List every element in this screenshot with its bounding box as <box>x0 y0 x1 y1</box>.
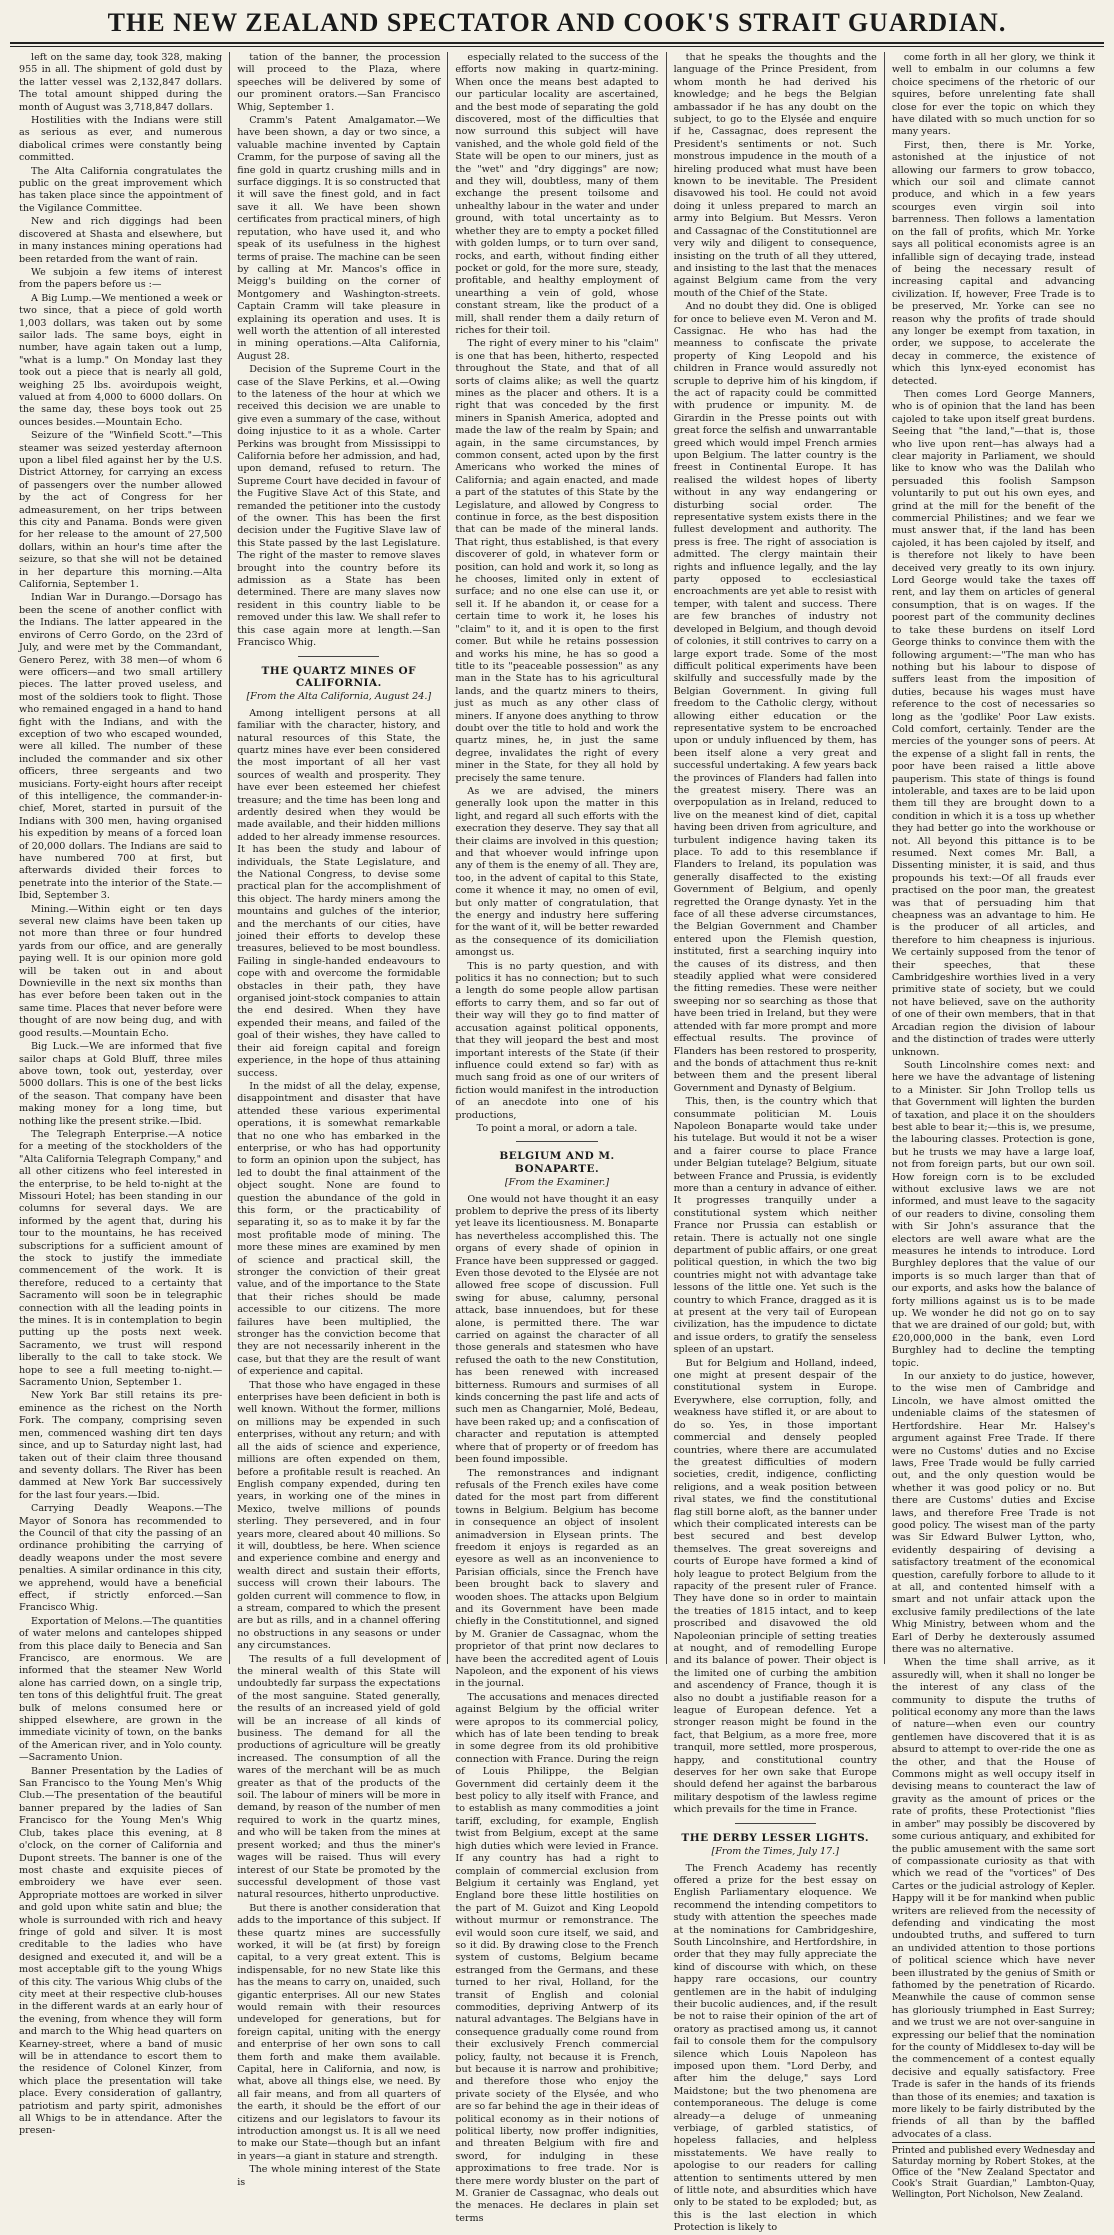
paragraph: left on the same day, took 328, making 955 in all. The shipment of gold dust by the latter vessel was 2,132,847 dollars. The total amount shipped during the month of August was 3,718,847 dollars. <box>19 52 223 113</box>
paragraph: especially related to the success of the efforts now making in quartz-mining. When once the means best adapted to our particular locality are ascertained, and the best mode of separating the gold discovered, most of the difficulties that now surround this subject will have vanished, and the whole gold field of the State will be open to our miners, just as the "wet" and "dry diggings" are now; and they will, doubtless, many of them exchange the present toilsome and unhealthy labour in the water and under ground, with total uncertainty as to whether they are to empty a pocket filled with golden lumps, or to turn over sand, rocks, and earth, without finding either pocket or gold, for the more sure, steady, profitable, and healthy employment of unearthing a vein of gold, whose constant stream, like the product of a mill, shall render them a daily return of riches for their toil. <box>455 52 659 336</box>
paragraph: First, then, there is Mr. Yorke, astonished at the injustice of not allowing our farmers to grow tobacco, which our soil and climate cannot produce, and which in a few years scourges even virgin soil into barrenness. Then follows a lamentation on the fall of profits, which Mr. Yorke says all political economists agree is an infallible sign of decaying trade, instead of being the necessary result of increasing capital and advancing civilization. If, however, Free Trade is to be preserved, Mr. Yorke can see no reason why the profits of trade should any longer be exempt from taxation, in order, we suppose, to accelerate the decay in commerce, the existence of which this lynx-eyed economist has detected. <box>891 139 1096 387</box>
paragraph: When the time shall arrive, as it assuredly will, when it shall no longer be the interest of any class of the community to dispute the truths of political economy any more than the laws of nature—when even our country gentlemen have discovered that it is as absurd to attempt to over-ride the one as the other, and that the House of Commons might as well occupy itself in devising means to counteract the law of gravity as the amount of prices or the rate of profits, these Protectionist "flies in amber" may possibly be discovered by some curious antiquary, and exhibited for the public amusement with the same sort of compassionate curiosity as that with which we read of the "vortices" of Des Cartes or the judicial astrology of Kepler. Happy will it be for mankind when public writers are relieved from the necessity of defending and vindicating the most undoubted truths, and suffered to turn an undivided attention to those portions of political science which have never been illustrated by the genius of Smith or fathomed by the penetration of Ricardo. Meanwhile the cause of common sense has gloriously triumphed in East Surrey; and we trust we are not over-sanguine in expressing our belief that the nomination for the county of Middlesex to-day will be the commencement of a contest equally decisive and equally satisfactory. Free Trade is safer in the hands of its friends than those of its enemies; and taxation is more likely to be fairly distributed by the friends of all than by the baffled advocates of a class. <box>891 1657 1096 2140</box>
paragraph: The Alta California congratulates the public on the great improvement which has taken place since the appointment of the Vigilance Committee. <box>19 165 223 214</box>
paragraph: And no doubt they did. One is obliged for once to believe even M. Veron and M. Cassignac. He who has had the meanness to confiscate the private property of King Leopold and his children in France would assuredly not scruple to deprive him of his kingdom, if the act of rapacity could be committed with prudence or impunity. M. de Girardin in the Presse points out with great force the selfish and unwarrantable greed which would impel French armies upon Belgium. The latter country is the freest in Continental Europe. It has realised the wildest hopes of liberty without in any way endangering or disturbing social order. The representative system exists there in the fullest development and authority. The press is free. The right of association is admitted. The clergy maintain their rights and influence legally, and the lay party opposed to ecclesiastical encroachments are yet able to resist with temper, with talent and success. There are few branches of industry not developed in Belgium, and though devoid of colonies, it still contrives to carry on a large export trade. Some of the most difficult political experiments have been skilfully and successfully made by the Belgian Government. In giving full freedom to the Catholic clergy, without allowing either education or the representative system to be encroached upon or unduly influenced by them, has been itself alone a very great and successful undertaking. A few years back the provinces of Flanders had fallen into the greatest misery. There was an overpopulation as in Ireland, reduced to live on the meanest kind of diet, capital having been driven from agriculture, and turbulent indigence having taken its place. To add to this resemblance if Flanders to Ireland, its population was generally disaffected to the existing Government of Belgium, and openly regretted the Orange dynasty. Yet in the face of all these adverse circumstances, the Belgian Government and Chamber entered upon the Flemish question, instituted, first a searching inquiry into the causes of its distress, and then steadily applied what were considered the fitting remedies. These were neither sweeping nor so searching as those that have been tried in Ireland, but they were attended with far more prompt and more effectual results. The province of Flanders has been restored to prosperity, and the bonds of attachment thus re-knit between them and the present liberal Government and Dynasty of Belgium. <box>673 301 877 1094</box>
paragraph: This, then, is the country which that consummate politician M. Louis Napoleon Bonaparte would take under his tutelage. But would it not be a wiser and a fairer course to place France under Belgian tutelage? Belgium, situate between France and Prussia, is evidently more than a century in advance of either. It progresses tranquilly under a constitutional system which neither France nor Prussia can establish or retain. There is actually not one single department of public affairs, or one great political question, in which the two big countries might not with advantage take lessons of the little one. Yet such is the country to which France, dragged as it is at present at the very tail of European civilization, has the impudence to dictate and issue orders, to gratify the senseless spleen of an upstart. <box>673 1096 877 1356</box>
paragraph: Then comes Lord George Manners, who is of opinion that the land has been cajoled to take upon itself great burdens. Seeing that "the land,"—that is, those who live upon rent—has always had a clear majority in Parliament, we should like to know who was the Dalilah who persuaded this foolish Sampson voluntarily to put out his own eyes, and grind at the mill for the benefit of the commercial Philistines; and we fear we must answer that, if the land has been cajoled, it has been cajoled by itself, and is therefore not likely to have been deceived very greatly to its own injury. Lord George would take the taxes off rent, and lay them on articles of general consumption, that is on wages. If the poorest part of the community declines to take these burdens on itself Lord George thinks to convince them with the following argument:—"The man who has nothing but his labour to dispose of suffers least from the imposition of duties, because his wages must have reference to the cost of necessaries so long as the 'godlike' Poor Law exists. Cold comfort, certainly. Tender are the mercies of the younger sons of peers. At the expense of a slight fall in rents, the poor have been raised a little above pauperism. This state of things is found intolerable, and taxes are to be laid upon them till they are brought down to a condition in which it is a toss up whether they had better go into the workhouse or not. All beyond this pittance is to be resumed. Next comes Mr. Ball, a Dissenting minister, it is said, and thus propounds his text:—Of all frauds ever practised on the poor man, the greatest was that of persuading him that cheapness was an advantage to him. He is the producer of all articles, and therefore to him cheapness is injurious. We certainly supposed from the tenor of their speeches, that these Cambridgeshire worthies lived in a very primitive state of society, but we could not have believed, save on the authority of one of their own members, that in that Arcadian region the division of labour and the distinction of trades were utterly unknown. <box>891 388 1096 1058</box>
paragraph: The results of a full development of the mineral wealth of this State will undoubtedly far surpass the expectations of the most sanguine. Stated generally, the results of an increased yield of gold will be an increase of all kinds of business. The demand for all the productions of agriculture will be greatly increased. The consumption of all the wares of the merchant will be as much greater as that of the products of the soil. The labour of miners will be more in demand, by reason of the number of men required to work in the quartz mines, and who will be taken from the mines at present worked; and thus the miner's wages will be raised. Thus will every interest of our State be promoted by the successful development of those vast natural resources, hitherto unproductive. <box>237 1653 441 1901</box>
paragraph: The right of every miner to his "claim" is one that has been, hitherto, respected throughout the State, and that of all sorts of claims alike; as well the quartz mines as the placer and others. It is a right that was conceded by the first miners in Spanish America, adopted and made the law of the realm by Spain; and again, in the same circumstances, by common consent, acted upon by the first Americans who worked the mines of California; and again enacted, and made a part of the statutes of this State by the Legislature, and allowed by Congress to continue in force, as the best disposition that can be made of the mineral lands. That right, thus established, is that every discoverer of gold, in whatever form or position, can hold and work it, so long as he chooses, limited only in extent of surface; and no one else can use it, or sell it. If he abandon it, or cease for a certain time to work it, he loses his "claim" to it, and it is open to the first comer. But while he retains possession and works his mine, he has so good a title to its "peaceable possession" as any man in the State has to his agricultural lands, and the quartz miners to theirs, just as much as any other class of miners. If anyone does anything to throw doubt over the title to hold and work the quartz mines, he, in just the same degree, invalidates the right of every miner in the State, for they all hold by precisely the same tenure. <box>455 338 659 784</box>
column-3 <box>448 52 666 2224</box>
paragraph: New York Bar still retains its pre-eminence as the richest on the North Fork. The company, comprising seven men, commenced washing dirt ten days since, and up to Saturday night last, had taken out of their claim three thousand and seventy dollars. The River has been dammed at New York Bar successively for the last four years.—Ibid. <box>19 1390 223 1501</box>
paragraph: Big Luck.—We are informed that five sailor chaps at Gold Bluff, three miles above town, took out, yesterday, over 5000 dollars. This is one of the best licks of the season. That company have been making money for a long time, but nothing like the present strike.—Ibid. <box>19 1041 223 1127</box>
paragraph: The Telegraph Enterprise.—A notice for a meeting of the stockholders of the "Alta California Telegraph Company," and all other citizens who feel interested in the enterprise, to be held to-night at the Missouri Hotel; has been standing in our columns for several days. We are informed by the agent that, during his tour to the mountains, he has received subscriptions for a sufficient amount of the stock to justify the immediate commencement of the work. It is therefore, reduced to a certainty that Sacramento will soon be in telegraphic connection with all the leading points in the mines. It is in contemplation to begin putting up the posts next week. Sacramento, we trust will respond liberally to the call to take stock. We hope to see a full meeting to-night.—Sacramento Union, September 1. <box>19 1128 223 1389</box>
column-1 <box>12 52 230 2137</box>
paragraph: Hostilities with the Indians were still as serious as ever, and numerous diabolical crimes were constantly being committed. <box>19 115 223 164</box>
article-headline: THE QUARTZ MINES OF CALIFORNIA. <box>261 664 417 689</box>
masthead-rule <box>10 42 1104 44</box>
imprint: Printed and published every Wednesday and Saturday morning by Robert Stokes, at the Office of the "New Zealand Spectator and Cook's Strait Guardian," Lambton-Quay, Wellington, Port Nicholson, New Zealand. <box>892 2142 1095 2201</box>
article-source: [From the Examiner.] <box>504 1177 610 1189</box>
article-headline: BELGIUM AND M. BONAPARTE. <box>499 1150 615 1175</box>
paragraph: But there is another consideration that adds to the importance of this subject. If these quartz mines are successfully worked, it will be (at first) by foreign capital, to a very great extent. This is indispensable, for no new State like this has the means to carry on, unaided, such gigantic enterprises. All our new States would remain with their resources undeveloped for generations, but for foreign capital, uniting with the energy and enterprise of her own sons to call them forth and make them available. Capital, here in California, and now, is what, above all things else, we need. By all fair means, and from all quarters of the earth, it should be the effort of our citizens and our legislators to favour its introduction amongst us. It is all we need to make our State—though but an infant in years—a giant in stature and strength. <box>237 1902 441 2162</box>
paragraph: Mining.—Within eight or ten days several new claims have been taken up not more than three or four hundred yards from our office, and are generally paying well. It is our opinion more gold will be taken out in and about Downieville in the next six months than has ever before been taken out in the same time. Places that never before were thought of are now being dug, and with good results.—Mountain Echo. <box>19 903 223 1039</box>
paragraph: South Lincolnshire comes next: and here we have the advantage of listening to a Minister. Sir John Trollop tells us that Government will lighten the burden of taxation, and place it on the shoulders best able to bear it;—this is, we presume, the labouring classes. Protection is gone, but he trusts we may have a large loaf, not from foreign parts, but our own soil. How foreign corn is to be excluded without exclusive laws we are not informed, and must leave to the sagacity of our readers to divine, consoling them with Sir John's assurance that the electors are well aware what are the measures he intends to introduce. Lord Burghley deplores that the value of our imports is so much larger than that of our exports, and asks how the balance of forty millions against us is to be made up. We wonder he did not go on to say that we are drained of our gold; but, with £20,000,000 in the bank, even Lord Burghley had to decline the tempting topic. <box>891 1059 1096 1369</box>
paragraph: Cramm's Patent Amalgamator.—We have been shown, a day or two since, a valuable machine invented by Captain Cramm, for the purpose of saving all the fine gold in quartz crushing mills and in surface diggings. It is so constructed that it will save the finest gold, and in fact save it all. We have been shown certificates from practical miners, of high reputation, who have used it, and who speak of its usefulness in the highest terms of praise. The machine can be seen by calling at Mr. Mancos's office in Meigg's building on the corner of Montgomery and Washington-streets. Captain Cramm will take pleasure in explaining its operation and uses. It is well worth the attention of all interested in mining operations.—Alta California, August 28. <box>237 115 441 362</box>
paragraph: that he speaks the thoughts and the language of the Prince President, from whom month he had derived his knowledge; and he begs the Belgian ambassador if he has any doubt on the subject, to go to the Elysée and enquire if he, Cassagnac, does represent the President's sentiments or not. Such monstrous impudence in the mouth of a hireling produced what must have been known to be inevitable. The President disavowed his tool. He could not avoid doing it unless prepared to march an army into Belgium. But Messrs. Veron and Cassagnac of the Constitutionnel are very wily and diligent to consequence, insisting on the truth of all they uttered, and insisting to the last that the menaces against Belgium came from the very mouth of the Chief of the State. <box>673 52 877 299</box>
paragraph: But for Belgium and Holland, indeed, one might at present despair of the constitutional system in Europe. Everywhere, else corruption, folly, and weakness have stifled it, or are about to do so. Yes, in those important commercial and densely peopled countries, where there are accumulated the greatest difficulties of modern societies, credit, indigence, conflicting religions, and a weak position between rival states, we find the constitutional flag still borne aloft, as the banner under which their complicated interests can be best secured and best develop themselves. The great sovereigns and courts of Europe have formed a kind of holy league to protect Belgium from the rapacity of the present ruler of France. They have done so in order to maintain the treaties of 1815 intact, and to keep proscribed and disavowed the old Napoleonian principle of setting treaties at nought, and of remodelling Europe and its balance of power. Their object is the limited one of curbing the ambition and ascendency of France, though it is also no doubt a justifiable reason for a league of European defence. Yet a stronger reason might be found in the fact, that Belgium, as a more free, more tranquil, more settled, more prosperous, happy, and constitutional country deserves for her own sake that Europe should defend her against the barbarous military despotism of the lawless regime which prevails for the time in France. <box>673 1357 877 1816</box>
paragraph: The French Academy has recently offered a prize for the best essay on English Parliamentary eloquence. We recommend the intending competitors to study with attention the speeches made at the nominations for Cambridgeshire, South Lincolnshire, and Hertfordshire, in order that they may fully appreciate the kind of discourse with which, on these happy rare occasions, our country gentlemen are in the habit of indulging their bucolic audiences, and, if the result be not to raise their opinion of the art of oratory as practised among us, it cannot fail to console them for the compulsory silence which Louis Napoleon has imposed upon them. "Lord Derby, and after him the deluge," says Lord Maidstone; but the two phenomena are contemporaneous. The deluge is come already—a deluge of unmeaning verbiage, of garbled statistics, of hopeless fallacies, and helpless misstatements. We have really to apologise to our readers for calling attention to sentiments uttered by men of little note, and absurdities which have only to be stated to be exploded; but, as this is the last election in which Protection is likely to <box>673 1862 877 2234</box>
paragraph: The remonstrances and indignant refusals of the French exiles have come dated for the most part from different towns in Belgium. Belgium has become in consequence an object of insolent animadversion in Elysean prints. The freedom it enjoys is regarded as an eyesore as well as an inconvenience to Parisian officials, since the French have been brought back to slavery and wooden shoes. The attacks upon Belgium and its Government have been made chiefly in the Constitutionnel, and signed by M. Granier de Cassagnac, whom the proprietor of that print now declares to have been the accredited agent of Louis Napoleon, and the exponent of his views in the journal. <box>455 1467 659 1690</box>
paragraph: In the midst of all the delay, expense, disappointment and disaster that have attended these various experimental operations, it is somewhat remarkable that no one who has embarked in the enterprise, or who has had opportunity to form an opinion upon the subject, has led to doubt the final attainment of the object sought. None are found to question the abundance of the gold in this form, or the practicability of separating it, so as to make it by far the most profitable mode of mining. The more these mines are examined by men of science and practical skill, the stronger the conviction of their great value, and of the importance to the State that their riches should be made accessible to our citizens. The more failures have been multiplied, the stronger has the conviction become that they are not necessarily inherent in the case, but that they are the result of want of experience and capital. <box>237 1080 441 1378</box>
columns <box>12 52 1102 2234</box>
paragraph: come forth in all her glory, we think it well to embalm in our columns a few choice specimens of the rhetoric of our squires, before unrelenting fate shall close for ever the topic on which they have dilated with so much unction for so many years. <box>891 52 1096 138</box>
column-4 <box>667 52 885 2234</box>
paragraph: The whole mining interest of the State is <box>237 2164 441 2188</box>
paragraph: Exportation of Melons.—The quantities of water melons and cantelopes shipped from this place daily to Benecia and San Francisco, are enormous. We are informed that the steamer New World alone has carried down, on a single trip, ten tons of this delightful fruit. The great bulk of melons consumed here or shipped elsewhere, are grown in the immediate vicinity of town, on the banks of the American river, and in Yolo county.—Sacramento Union. <box>19 1615 223 1764</box>
paragraph: New and rich diggings had been discovered at Shasta and elsewhere, but in many instances mining operations had been retarded from the want of rain. <box>19 216 223 265</box>
paragraph: That those who have engaged in these enterprises have been deficient in both is well known. Without the former, millions on millions may be expended in such enterprises, without any return; and with all the aids of science and experience, millions are often expended on them, before a profitable result is reached. An English company expended, during ten years, in working one of the mines in Mexico, twelve millions of pounds sterling. They persevered, and in four years more, cleared about 40 millions. So it will, doubtless, be here. When science and experience combine and energy and wealth direct and sustain their efforts, success will crown their labours. The golden current will commence to flow, in a stream, compared to which the present are but as rills, and in a channel offering no obstructions in any seasons or under any circumstances. <box>237 1379 441 1652</box>
paragraph: One would not have thought it an easy problem to deprive the press of its liberty yet leave its licentiousness. M. Bonaparte has nevertheless accomplished this. The organs of every shade of opinion in France have been suppressed or gagged. Even those devoted to the Elysée are not allowed free scope of discussion. Full swing for abuse, calumny, personal attack, base innuendoes, but for these alone, is permitted there. The war carried on against the character of all those generals and statesmen who have refused the oath to the new Constitution, has been renewed with increased bitterness. Rumours and surmises of all kinds concerning the past life and acts of such men as Changarnier, Molé, Bedeau, have been raked up; and a confiscation of character and reputation is attempted where that of property or of freedom has been found impossible. <box>455 1193 659 1466</box>
paragraph: The accusations and menaces directed against Belgium by the official writer were apropos to its commercial policy, which has of late been tending to break in some degree from its old prohibitive connection with France. During the reign of Louis Philippe, the Belgian Government did certainly deem it the best policy to ally itself with France, and to establish as many commodities a joint tariff, excluding, for example, English twist from Belgium, except at the same high duties which were levied in France. If any country has had a right to complain of commercial exclusion from Belgium it certainly was England, yet England bore these little hostilities on the part of M. Guizot and King Leopold without murmur or remonstrance. The evil would soon cure itself, we said, and so it did. By drawing close to the French system of customs, Belgium became estranged from the Germans, and these turned to her rival, Holland, for the transit of English and colonial commodities, depriving Antwerp of its natural advantages. The Belgians have in consequence gradually come round from their exclusively French commercial policy, faulty, not because it is French, but because it is narrow and prohibitive; and therefore those who enjoy the private society of the Elysée, and who are so far behind the age in their ideas of political economy as in their notions of political liberty, now proffer indignities, and threaten Belgium with fire and sword, for indulging in these approximations to free trade. Nor is there mere wordy bluster on the part of M. Granier de Cassagnac, who deals out the menaces. He declares in plain set terms <box>455 1691 659 2224</box>
article-source: [From the Alta California, August 24.] <box>246 691 432 703</box>
article-source: [From the Times, July 17.] <box>711 1846 839 1858</box>
paragraph: In our anxiety to do justice, however, to the wise men of Cambridge and Lincoln, we have almost omitted the undeniable claims of the statesmen of Hertfordshire. Hear Mr. Halsey's argument against Free Trade. If there were no Customs' duties and no Excise laws, Free Trade would be fully carried out, and the only question would be whether it was good policy or no. But there are Customs' duties and Excise laws, and therefore Free Trade is not good policy. The wisest man of the party was Sir Edward Bulwer Lytton, who, evidently despairing of devising a satisfactory treatment of the economical question, carefully forbore to allude to it at all, and contented himself with a smart and not unfair attack upon the exclusive family predilections of the late Whig Ministry, between whom and the Earl of Derby he dexterously assumed there was no alternative. <box>891 1371 1096 1655</box>
paragraph: This is no party question, and with politics it has no connection; but to such a length do some people allow partisan efforts to carry them, and so far out of their way will they go to find matter of accusation against political opponents, that they will jeopard the best and most important interests of the State (if their influence could extend so far) with as much sang froid as one of our writers of fiction would manifest in the introduction of an anecdote into one of his productions, <box>455 960 659 1121</box>
article-headline: THE DERBY LESSER LIGHTS. <box>681 1831 870 1844</box>
divider <box>735 1823 816 1824</box>
paragraph: tation of the banner, the procession will proceed to the Plaza, where speeches will be delivered by some of our prominent orators.—San Francisco Whig, September 1. <box>237 52 441 113</box>
paragraph: Among intelligent persons at all familiar with the character, history, and natural resources of this State, the quartz mines have ever been considered the most important of all her vast sources of wealth and prosperity. They have ever been esteemed her chiefest treasure; and the time has been long and ardently desired when they would be made available, and their hidden millions added to her already immense resources. It has been the study and labour of individuals, the State Legislature, and the National Congress, to devise some practical plan for the accomplishment of this object. The hardy miners among the mountains and gulches of the interior, and the merchants of our cities, have joined their efforts to develop these treasures, believed to be most boundless. Failing in single-handed endeavours to cope with and overcome the formidable obstacles in their path, they have organised joint-stock companies to attain the end desired. When they have expended their means, and failed of the goal of their wishes, they have called to their aid foreign capital and foreign experience, in the hope of thus attaining success. <box>237 707 441 1079</box>
paragraph: We subjoin a few items of interest from the papers before us :— <box>19 266 223 291</box>
paragraph: Carrying Deadly Weapons.—The Mayor of Sonora has recommended to the Council of that city the passing of an ordinance prohibiting the carrying of deadly weapons under the most severe penalties. A similar ordinance in this city, we apprehend, would have a beneficial effect, if strictly enforced.—San Francisco Whig. <box>19 1503 223 1614</box>
paragraph: Banner Presentation by the Ladies of San Francisco to the Young Men's Whig Club.—The presentation of the beautiful banner prepared by the ladies of San Francisco for the Young Men's Whig Club, takes place this evening, at 8 o'clock, on the corner of California and Dupont streets. The banner is one of the most chaste and exquisite pieces of embroidery we have ever seen. Appropriate mottoes are worked in silver and gold upon white satin and blue; the whole is surrounded with rich and heavy fringe of gold and silver. It is most creditable to the ladies who have designed and executed it, and will be a most acceptable gift to the young Whigs of this city. The various Whig clubs of the city meet at their respective club-houses in the different wards at an early hour of the evening, from whence they will form and march to the Whig head quarters on Kearney-street, where a band of music will be in attendance to escort them to the residence of Colonel Kinzer, from which place the presentation will take place. Every consideration of gallantry, patriotism and party spirit, admonishes all Whigs to be in attendance. After the presen- <box>19 1765 223 2137</box>
paragraph: Decision of the Supreme Court in the case of the Slave Perkins, et al.—Owing to the lateness of the hour at which we received this decision we are unable to give even a summary of the case, without doing injustice to it as a whole. Carter Perkins was brought from Mississippi to California before her admission, and had, upon demand, refused to return. The Supreme Court have decided in favour of the Fugitive Slave Act of this State, and remanded the petitioner into the custody of the owner. This has been the first decision under the Fugitive Slave law of this State passed by the last Legislature. The right of the master to remove slaves brought into the country before its admission as a State has been determined. There are many slaves now resident in this country liable to be removed under this law. We shall refer to this case again more at length.—San Francisco Whig. <box>237 364 441 649</box>
column-5 <box>885 52 1102 2201</box>
paragraph: A Big Lump.—We mentioned a week or two since, that a piece of gold worth 1,003 dollars, was taken out by some sailor lads. The same boys, eight in number, have again taken out a lump, "what is a lump." On Monday last they took out a piece that is nearly all gold, weighing 25 lbs. avoirdupois weight, valued at from 4,000 to 6000 dollars. On the same day, these boys took out 25 ounces besides.—Mountain Echo. <box>19 292 223 428</box>
paragraph: Seizure of the "Winfield Scott."—This steamer was seized yesterday afternoon upon a libel filed against her by the U.S. District Attorney, for carrying an excess of passengers over the number allowed by the act of Congress for her admeasurement, on her trips between this city and Panama. Bonds were given for her release to the amount of 27,500 dollars, within an hour's time after the seizure, so that she will not be detained in her departure this morning.—Alta California, September 1. <box>19 430 223 591</box>
masthead-rule-thin <box>10 46 1104 47</box>
quotation: To point a moral, or adorn a tale. <box>476 1122 638 1134</box>
paragraph: Indian War in Durango.—Dorsago has been the scene of another conflict with the Indians. The latter appeared in the environs of Cerro Gordo, on the 23rd of July, and were met by the Commandant, Genero Perez, with 38 men—of whom 6 were officers—and two small artillery pieces. The latter proved useless, and most of the soldiers took to flight. Those who remained engaged in a hand to hand fight with the Indians, and with the exception of two who escaped wounded, were all killed. The number of these included the commander and six other officers, three sergeants and two musicians. Forty-eight hours after receipt of this intelligence, the commander-in-chief, Moret, started in pursuit of the Indians with 300 men, having organised his expedition by means of a forced loan of 20,000 dollars. The Indians are said to have numbered 700 at first, but afterwards divided their forces to penetrate into the interior of the State.—Ibid, September 3. <box>19 592 223 902</box>
divider <box>298 656 379 657</box>
masthead-title: THE NEW ZEALAND SPECTATOR AND COOK'S STRAIT GUARDIAN. <box>107 8 1007 37</box>
paragraph: As we are advised, the miners generally look upon the matter in this light, and regard all such efforts with the execration they deserve. They say that all their claims are involved in this question; and that whoever would infringe upon any of them is the enemy of all. They are, too, in the advent of capital to this State, come it whence it may, no omen of evil, but only matter of congratulation, that the energy and industry here suffering for the want of it, will be better rewarded as the consequence of its domiciliation amongst us. <box>455 785 659 959</box>
column-2 <box>230 52 448 2188</box>
divider <box>516 1141 597 1142</box>
